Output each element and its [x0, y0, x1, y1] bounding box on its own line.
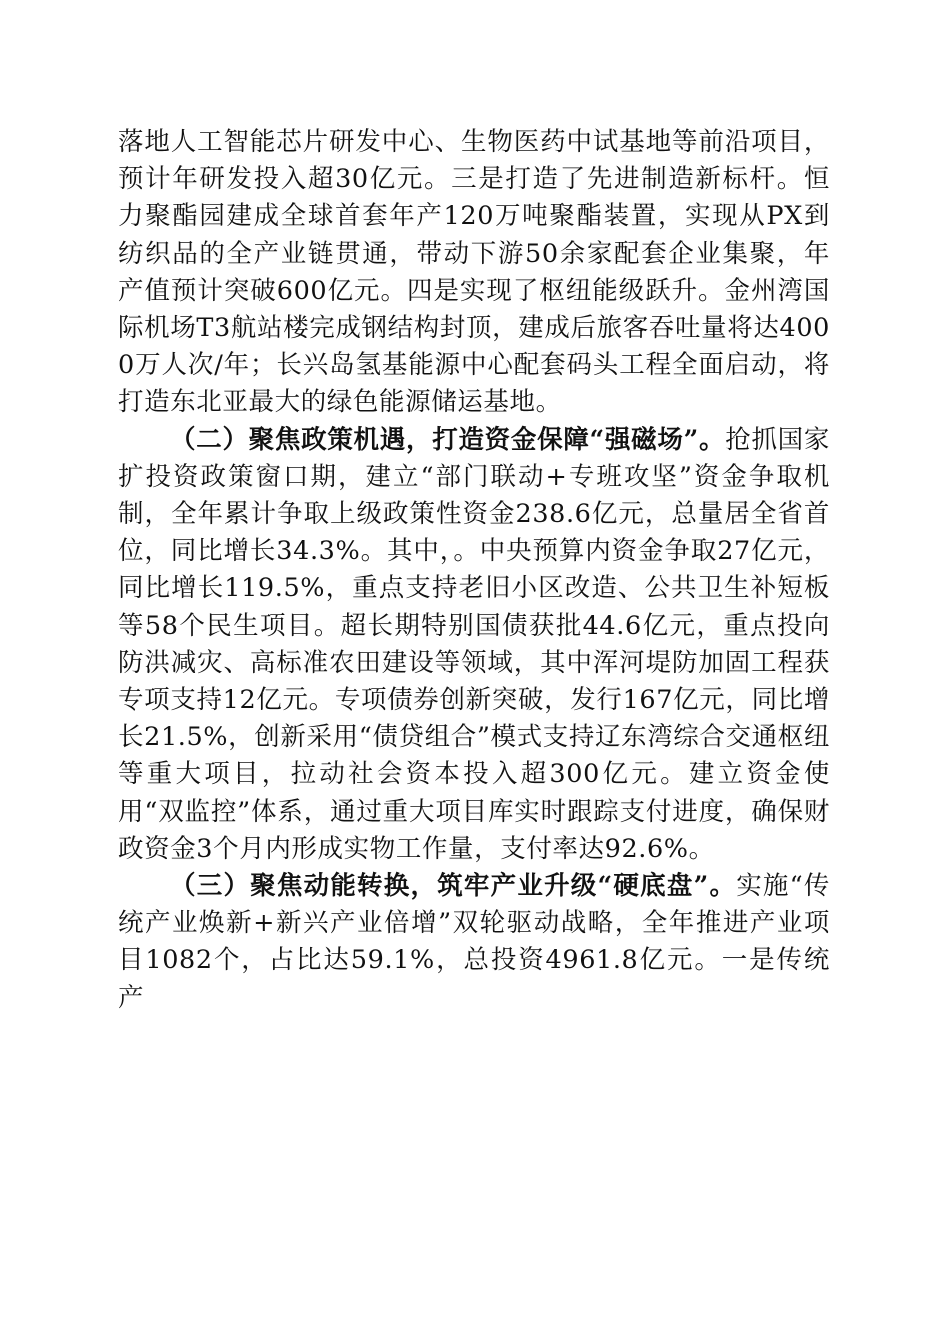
section-heading: （三）聚焦动能转换，筑牢产业升级“硬底盘”。 [170, 871, 737, 902]
section-heading: （二）聚焦政策机遇，打造资金保障“强磁场”。 [170, 424, 726, 455]
paragraph-body: 落地人工智能芯片研发中心、生物医药中试基地等前沿项目，预计年研发投入超30亿元。三是打造了先进制造新标杆。恒力聚酯园建成全球首套年产120万吨聚酯装置，实现从PX到纺织品的全产业链贯通，带动下游50余家配套企业集聚，年产值预计突破600亿元。四是实现了枢纽能级跃升。金州湾国际机场T3航站楼完成钢结构封顶，建成后旅客吞吐量将达4000万人次/年；长兴岛氢基能源中心配套码头工程全面启动，将打造东北亚最大的绿色能源储运基地。 [118, 127, 830, 418]
paragraph-continuation [118, 124, 830, 422]
paragraph-body: 实施“传统产业焕新+新兴产业倍增”双轮驱动战略，全年推进产业项目1082个，占比达59.1%，总投资4961.8亿元。一是传统产 [118, 871, 831, 1013]
document-page [118, 124, 830, 1017]
paragraph-section-three [118, 868, 830, 1017]
paragraph-section-two [118, 422, 830, 868]
paragraph-body: 抢抓国家扩投资政策窗口期，建立“部门联动+专班攻坚”资金争取机制，全年累计争取上级政策性资金238.6亿元，总量居全省首位，同比增长34.3%。其中，。中央预算内资金争取27亿元，同比增长119.5%，重点支持老旧小区改造、公共卫生补短板等58个民生项目。超长期特别国债获批44.6亿元，重点投向防洪减灾、高标准农田建设等领域，其中浑河堤防加固工程获专项支持12亿元。专项债券创新突破，发行167亿元，同比增长21.5%，创新采用“债贷组合”模式支持辽东湾综合交通枢纽等重大项目，拉动社会资本投入超300亿元。建立资金使用“双监控”体系，通过重大项目库实时跟踪支付进度，确保财政资金3个月内形成实物工作量，支付率达92.6%。 [118, 424, 830, 864]
